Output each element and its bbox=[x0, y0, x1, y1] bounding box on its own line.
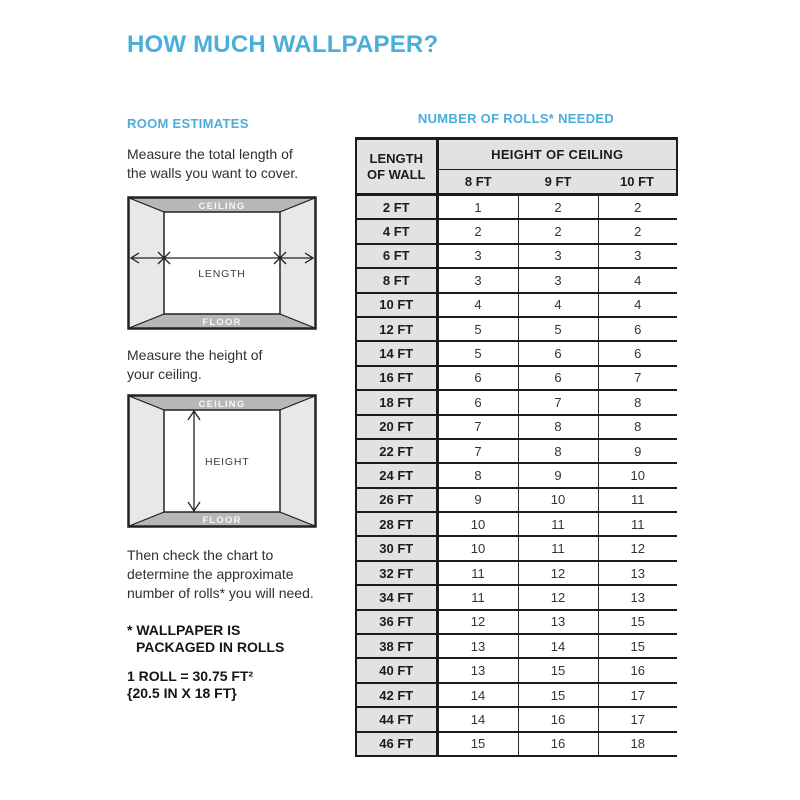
rolls-count-cell: 3 bbox=[437, 244, 518, 268]
wall-length-cell: 18 FT bbox=[356, 390, 437, 414]
ceiling-label: CEILING bbox=[198, 201, 246, 212]
instruction-line: your ceiling. bbox=[127, 366, 202, 382]
rolls-count-cell: 4 bbox=[598, 268, 677, 292]
wall-length-cell: 28 FT bbox=[356, 512, 437, 536]
table-row bbox=[356, 683, 677, 707]
left-wall-panel bbox=[129, 396, 164, 526]
instruction-line: Measure the height of bbox=[127, 347, 263, 363]
instruction-line: the walls you want to cover. bbox=[127, 165, 299, 181]
rolls-count-cell: 8 bbox=[598, 415, 677, 439]
rolls-count-cell: 14 bbox=[518, 634, 598, 658]
table-row bbox=[356, 268, 677, 292]
table-row bbox=[356, 512, 677, 536]
rolls-count-cell: 6 bbox=[437, 366, 518, 390]
wall-length-cell: 32 FT bbox=[356, 561, 437, 585]
rolls-count-cell: 3 bbox=[437, 268, 518, 292]
table-row bbox=[356, 390, 677, 414]
wall-length-cell: 30 FT bbox=[356, 536, 437, 560]
instruction-length-text bbox=[127, 145, 343, 183]
wall-length-cell: 36 FT bbox=[356, 610, 437, 634]
room-estimates-section bbox=[127, 116, 343, 701]
rolls-count-cell: 6 bbox=[518, 341, 598, 365]
rolls-count-cell: 8 bbox=[518, 415, 598, 439]
table-row bbox=[356, 707, 677, 731]
table-row bbox=[356, 536, 677, 560]
rolls-count-cell: 2 bbox=[598, 219, 677, 243]
rolls-count-cell: 6 bbox=[598, 341, 677, 365]
instruction-height-text bbox=[127, 346, 343, 384]
wall-length-cell: 40 FT bbox=[356, 658, 437, 682]
rolls-table bbox=[355, 137, 678, 757]
wall-length-cell: 4 FT bbox=[356, 219, 437, 243]
note-line: * WALLPAPER IS bbox=[127, 622, 241, 638]
packaging-note bbox=[127, 622, 343, 655]
rolls-count-cell: 8 bbox=[437, 463, 518, 487]
rolls-count-cell: 16 bbox=[518, 732, 598, 756]
rolls-count-cell: 12 bbox=[437, 610, 518, 634]
wall-length-cell: 14 FT bbox=[356, 341, 437, 365]
rolls-count-cell: 13 bbox=[598, 585, 677, 609]
rolls-count-cell: 7 bbox=[598, 366, 677, 390]
rolls-count-cell: 10 bbox=[518, 488, 598, 512]
wall-length-cell: 44 FT bbox=[356, 707, 437, 731]
rolls-count-cell: 6 bbox=[518, 366, 598, 390]
header-line: LENGTH bbox=[369, 150, 423, 166]
table-row bbox=[356, 439, 677, 463]
rolls-count-cell: 12 bbox=[518, 561, 598, 585]
rolls-count-cell: 8 bbox=[518, 439, 598, 463]
rolls-count-cell: 15 bbox=[598, 610, 677, 634]
rolls-count-cell: 18 bbox=[598, 732, 677, 756]
rolls-count-cell: 9 bbox=[598, 439, 677, 463]
note-line: PACKAGED IN ROLLS bbox=[136, 638, 285, 655]
rolls-count-cell: 15 bbox=[437, 732, 518, 756]
rolls-count-cell: 2 bbox=[437, 219, 518, 243]
table-row bbox=[356, 561, 677, 585]
instruction-line: Measure the total length of bbox=[127, 146, 293, 162]
wall-length-cell: 46 FT bbox=[356, 732, 437, 756]
wall-length-cell: 24 FT bbox=[356, 463, 437, 487]
table-row bbox=[356, 366, 677, 390]
rolls-count-cell: 11 bbox=[598, 488, 677, 512]
column-header-10ft: 10 FT bbox=[598, 170, 677, 195]
rolls-count-cell: 10 bbox=[437, 512, 518, 536]
rolls-count-cell: 5 bbox=[518, 317, 598, 341]
table-row bbox=[356, 463, 677, 487]
header-line: OF WALL bbox=[367, 166, 426, 182]
rolls-table-body bbox=[356, 195, 677, 756]
rolls-count-cell: 17 bbox=[598, 707, 677, 731]
rolls-count-cell: 9 bbox=[518, 463, 598, 487]
rolls-count-cell: 11 bbox=[437, 561, 518, 585]
column-header-8ft: 8 FT bbox=[437, 170, 518, 195]
rolls-table-heading: NUMBER OF ROLLS* NEEDED bbox=[417, 111, 615, 126]
rolls-count-cell: 12 bbox=[598, 536, 677, 560]
instruction-line: determine the approximate bbox=[127, 566, 294, 582]
table-row bbox=[356, 293, 677, 317]
length-diagram bbox=[127, 196, 317, 330]
room-estimates-heading: ROOM ESTIMATES bbox=[127, 116, 249, 131]
table-row bbox=[356, 658, 677, 682]
ceiling-label: CEILING bbox=[198, 399, 246, 410]
roll-spec-note bbox=[127, 668, 343, 701]
wall-length-cell: 20 FT bbox=[356, 415, 437, 439]
rolls-count-cell: 16 bbox=[598, 658, 677, 682]
rolls-count-cell: 6 bbox=[437, 390, 518, 414]
note-line: {20.5 IN X 18 FT} bbox=[127, 684, 237, 701]
rolls-count-cell: 5 bbox=[437, 317, 518, 341]
length-label: LENGTH bbox=[198, 268, 246, 280]
rolls-count-cell: 11 bbox=[437, 585, 518, 609]
wall-length-cell: 38 FT bbox=[356, 634, 437, 658]
wall-length-cell: 10 FT bbox=[356, 293, 437, 317]
rolls-count-cell: 10 bbox=[437, 536, 518, 560]
table-row bbox=[356, 585, 677, 609]
page-title: HOW MUCH WALLPAPER? bbox=[127, 31, 439, 58]
rolls-count-cell: 15 bbox=[598, 634, 677, 658]
instruction-line: number of rolls* you will need. bbox=[127, 585, 314, 601]
rolls-count-cell: 7 bbox=[437, 415, 518, 439]
rolls-count-cell: 4 bbox=[598, 293, 677, 317]
wall-length-cell: 42 FT bbox=[356, 683, 437, 707]
rolls-count-cell: 11 bbox=[518, 512, 598, 536]
rolls-count-cell: 10 bbox=[598, 463, 677, 487]
rolls-count-cell: 4 bbox=[518, 293, 598, 317]
table-row bbox=[356, 488, 677, 512]
back-wall-panel bbox=[164, 212, 280, 314]
table-row bbox=[356, 195, 677, 220]
rolls-count-cell: 7 bbox=[437, 439, 518, 463]
table-row bbox=[356, 732, 677, 756]
wall-length-cell: 16 FT bbox=[356, 366, 437, 390]
rolls-count-cell: 15 bbox=[518, 658, 598, 682]
height-label: HEIGHT bbox=[205, 456, 250, 468]
instruction-chart-text bbox=[127, 546, 343, 603]
rolls-count-cell: 2 bbox=[598, 195, 677, 220]
height-of-ceiling-header: HEIGHT OF CEILING bbox=[437, 139, 677, 170]
rolls-count-cell: 3 bbox=[518, 268, 598, 292]
wall-length-cell: 12 FT bbox=[356, 317, 437, 341]
rolls-count-cell: 13 bbox=[598, 561, 677, 585]
table-row bbox=[356, 244, 677, 268]
rolls-count-cell: 9 bbox=[437, 488, 518, 512]
table-row bbox=[356, 415, 677, 439]
rolls-count-cell: 11 bbox=[518, 536, 598, 560]
rolls-count-cell: 14 bbox=[437, 707, 518, 731]
rolls-count-cell: 3 bbox=[598, 244, 677, 268]
rolls-count-cell: 13 bbox=[437, 658, 518, 682]
instruction-line: Then check the chart to bbox=[127, 547, 274, 563]
rolls-count-cell: 13 bbox=[437, 634, 518, 658]
rolls-count-cell: 7 bbox=[518, 390, 598, 414]
rolls-count-cell: 16 bbox=[518, 707, 598, 731]
rolls-count-cell: 17 bbox=[598, 683, 677, 707]
rolls-count-cell: 3 bbox=[518, 244, 598, 268]
height-diagram bbox=[127, 394, 317, 528]
rolls-count-cell: 15 bbox=[518, 683, 598, 707]
wall-length-cell: 26 FT bbox=[356, 488, 437, 512]
floor-label: FLOOR bbox=[202, 515, 242, 526]
right-wall-panel bbox=[280, 396, 315, 526]
table-header-row bbox=[356, 139, 677, 170]
length-of-wall-header bbox=[356, 139, 437, 195]
table-row bbox=[356, 634, 677, 658]
rolls-count-cell: 12 bbox=[518, 585, 598, 609]
note-line: 1 ROLL = 30.75 FT² bbox=[127, 668, 254, 684]
rolls-count-cell: 4 bbox=[437, 293, 518, 317]
floor-label: FLOOR bbox=[202, 317, 242, 328]
rolls-count-cell: 13 bbox=[518, 610, 598, 634]
rolls-count-cell: 11 bbox=[598, 512, 677, 536]
wall-length-cell: 22 FT bbox=[356, 439, 437, 463]
rolls-count-cell: 8 bbox=[598, 390, 677, 414]
rolls-needed-section bbox=[355, 112, 677, 757]
table-row bbox=[356, 610, 677, 634]
wall-length-cell: 8 FT bbox=[356, 268, 437, 292]
table-row bbox=[356, 341, 677, 365]
rolls-count-cell: 2 bbox=[518, 195, 598, 220]
wall-length-cell: 6 FT bbox=[356, 244, 437, 268]
table-row bbox=[356, 219, 677, 243]
table-row bbox=[356, 317, 677, 341]
rolls-count-cell: 2 bbox=[518, 219, 598, 243]
wall-length-cell: 2 FT bbox=[356, 195, 437, 220]
rolls-count-cell: 6 bbox=[598, 317, 677, 341]
rolls-count-cell: 14 bbox=[437, 683, 518, 707]
wall-length-cell: 34 FT bbox=[356, 585, 437, 609]
rolls-count-cell: 5 bbox=[437, 341, 518, 365]
rolls-count-cell: 1 bbox=[437, 195, 518, 220]
column-header-9ft: 9 FT bbox=[518, 170, 598, 195]
